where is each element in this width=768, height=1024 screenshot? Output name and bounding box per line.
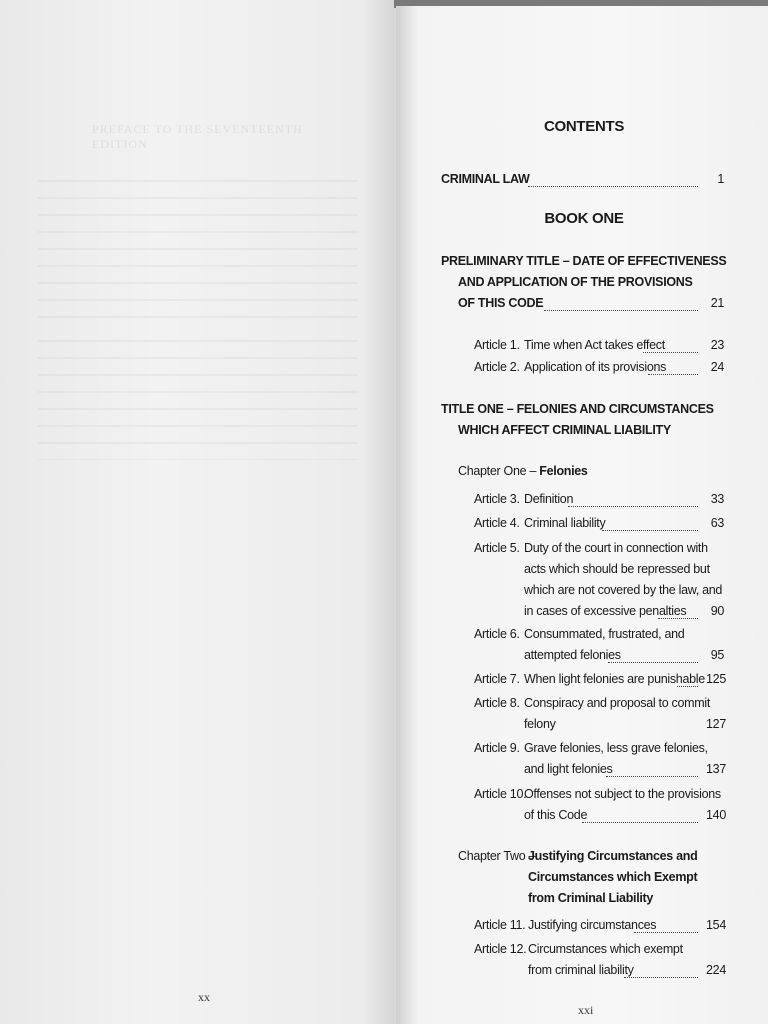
toc-page-number: 24	[710, 360, 724, 374]
article-title[interactable]: Conspiracy and proposal to commit	[524, 696, 711, 710]
toc-page-number: 95	[710, 648, 724, 662]
chapter-prefix: Chapter One –	[458, 464, 540, 478]
toc-entry-title[interactable]: CRIMINAL LAW	[441, 172, 530, 186]
article-label: Article 12.	[474, 942, 527, 956]
article-label: Article 11.	[474, 918, 526, 932]
leader-dots	[606, 775, 698, 777]
toc-page-number: 224	[706, 963, 726, 977]
article-label: Article 9.	[474, 741, 520, 755]
article-title[interactable]: Justifying circumstances	[528, 918, 657, 932]
toc-page-number: 1	[717, 172, 724, 186]
contents-heading: CONTENTS	[543, 118, 625, 135]
chapter-name: Felonies	[539, 464, 588, 478]
article-title[interactable]: acts which should be repressed but	[524, 562, 710, 576]
leader-dots	[608, 661, 698, 663]
title-one-line[interactable]: WHICH AFFECT CRIMINAL LIABILITY	[458, 423, 671, 437]
toc-page-number: 23	[710, 338, 724, 352]
right-page-number: xxi	[578, 1003, 594, 1017]
article-title[interactable]: Duty of the court in connection with	[524, 541, 708, 555]
show-through-title: PREFACE TO THE SEVENTEENTH EDITION	[92, 122, 303, 151]
toc-page-number: 90	[710, 604, 724, 618]
article-title[interactable]: of this Code	[524, 808, 588, 822]
article-label: Article 5.	[474, 541, 520, 555]
article-label: Article 8.	[474, 696, 520, 710]
leader-dots	[624, 976, 698, 978]
leader-dots	[677, 685, 698, 687]
preliminary-title-line[interactable]: OF THIS CODE	[458, 296, 544, 310]
article-title[interactable]: Circumstances which exempt	[528, 942, 683, 956]
leader-dots	[648, 373, 698, 375]
leader-dots	[528, 185, 698, 187]
toc-page-number: 33	[710, 492, 724, 506]
chapter-two-title[interactable]: Justifying Circumstances and	[528, 849, 698, 863]
leader-dots	[658, 617, 698, 619]
chapter-two-title[interactable]: from Criminal Liability	[528, 891, 654, 905]
article-title[interactable]: which are not covered by the law, and	[524, 583, 723, 597]
leader-dots	[582, 821, 698, 823]
title-one-line[interactable]: TITLE ONE – FELONIES AND CIRCUMSTANCES	[441, 402, 714, 416]
article-label: Article 2.	[474, 360, 520, 374]
article-label: Article 6.	[474, 627, 520, 641]
toc-page-number: 127	[706, 717, 726, 731]
leader-dots	[643, 351, 698, 353]
article-title[interactable]: Consummated, frustrated, and	[524, 627, 685, 641]
article-label: Article 7.	[474, 672, 520, 686]
left-page-number: xx	[198, 990, 210, 1004]
leader-dots	[544, 309, 698, 311]
toc-page-number: 140	[706, 808, 726, 822]
article-title[interactable]: When light felonies are punishable	[524, 672, 705, 686]
preliminary-title-line[interactable]: PRELIMINARY TITLE – DATE OF EFFECTIVENESS	[441, 254, 727, 268]
toc-page-number: 137	[706, 762, 726, 776]
article-title[interactable]: from criminal liability	[528, 963, 634, 977]
article-label: Article 4.	[474, 516, 520, 530]
chapter-one-heading[interactable]	[458, 464, 588, 478]
article-title[interactable]: Definition	[524, 492, 574, 506]
chapter-two-prefix: Chapter Two –	[458, 849, 536, 863]
chapter-two-title[interactable]: Circumstances which Exempt	[528, 870, 698, 884]
article-title[interactable]: attempted felonies	[524, 648, 621, 662]
article-label: Article 1.	[474, 338, 520, 352]
toc-page-number: 125	[706, 672, 726, 686]
preliminary-title-line[interactable]: AND APPLICATION OF THE PROVISIONS	[458, 275, 693, 289]
article-title[interactable]: Grave felonies, less grave felonies,	[524, 741, 708, 755]
article-title[interactable]: and light felonies	[524, 762, 613, 776]
leader-dots	[602, 529, 698, 531]
article-label: Article 3.	[474, 492, 520, 506]
article-title[interactable]: Criminal liability	[524, 516, 606, 530]
leader-dots	[568, 505, 698, 507]
article-title[interactable]: in cases of excessive penalties	[524, 604, 687, 618]
leader-dots	[634, 931, 698, 933]
article-title[interactable]: felony	[524, 717, 556, 731]
toc-page-number: 63	[710, 516, 724, 530]
article-label: Article 10.	[474, 787, 527, 801]
article-title[interactable]: Time when Act takes effect	[524, 338, 665, 352]
toc-page-number: 21	[710, 296, 724, 310]
article-title[interactable]: Application of its provisions	[524, 360, 667, 374]
book-one-heading: BOOK ONE	[544, 210, 624, 227]
toc-page-number: 154	[706, 918, 726, 932]
article-title[interactable]: Offenses not subject to the provisions	[524, 787, 721, 801]
